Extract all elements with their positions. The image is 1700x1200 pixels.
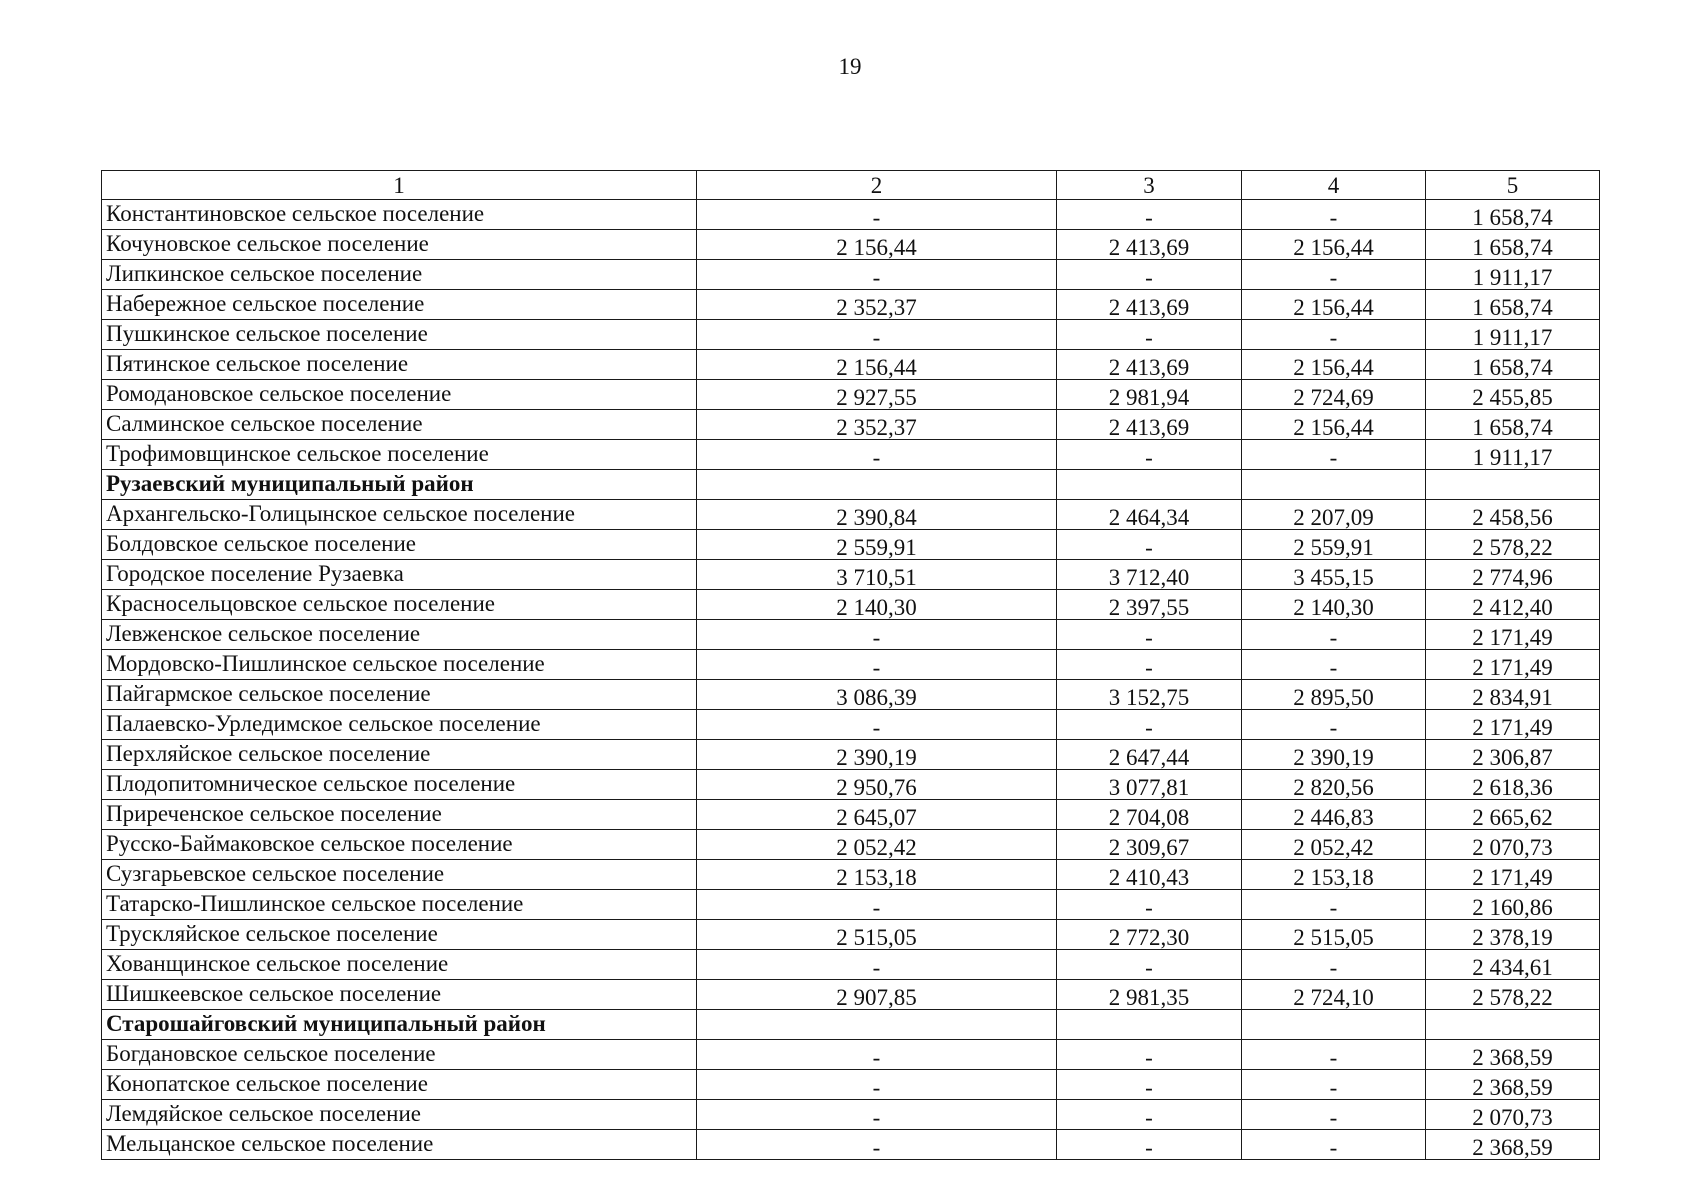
value-cell-col-4: - bbox=[1242, 1040, 1426, 1070]
value-cell-col-2: - bbox=[697, 1130, 1057, 1160]
value-cell-col-5: 2 434,61 bbox=[1426, 950, 1600, 980]
value-cell-col-4: - bbox=[1242, 440, 1426, 470]
table-row bbox=[102, 830, 1600, 860]
value-cell-col-3: 3 152,75 bbox=[1057, 680, 1242, 710]
table-row bbox=[102, 770, 1600, 800]
settlement-name-cell: Палаевско-Урледимское сельское поселение bbox=[102, 710, 697, 740]
value-cell-col-4: - bbox=[1242, 320, 1426, 350]
value-cell-col-5 bbox=[1426, 470, 1600, 500]
table-row bbox=[102, 410, 1600, 440]
district-name-cell: Старошайговский муниципальный район bbox=[102, 1010, 697, 1040]
value-cell-col-2: - bbox=[697, 620, 1057, 650]
value-cell-col-3: - bbox=[1057, 1100, 1242, 1130]
value-cell-col-2: 2 140,30 bbox=[697, 590, 1057, 620]
table-row bbox=[102, 680, 1600, 710]
district-heading-row bbox=[102, 1010, 1600, 1040]
value-cell-col-4: - bbox=[1242, 260, 1426, 290]
settlement-name-cell: Константиновское сельское поселение bbox=[102, 200, 697, 230]
value-cell-col-4: 2 724,69 bbox=[1242, 380, 1426, 410]
value-cell-col-3: - bbox=[1057, 200, 1242, 230]
value-cell-col-3: 2 981,35 bbox=[1057, 980, 1242, 1010]
value-cell-col-2: 2 352,37 bbox=[697, 290, 1057, 320]
value-cell-col-5: 2 834,91 bbox=[1426, 680, 1600, 710]
value-cell-col-3: 2 413,69 bbox=[1057, 230, 1242, 260]
value-cell-col-5: 2 774,96 bbox=[1426, 560, 1600, 590]
value-cell-col-5: 1 911,17 bbox=[1426, 440, 1600, 470]
settlement-name-cell: Шишкеевское сельское поселение bbox=[102, 980, 697, 1010]
value-cell-col-3: - bbox=[1057, 950, 1242, 980]
value-cell-col-3: 2 397,55 bbox=[1057, 590, 1242, 620]
value-cell-col-4: - bbox=[1242, 200, 1426, 230]
settlement-name-cell: Липкинское сельское поселение bbox=[102, 260, 697, 290]
settlement-name-cell: Трускляйское сельское поселение bbox=[102, 920, 697, 950]
table-row bbox=[102, 230, 1600, 260]
value-cell-col-5: 2 455,85 bbox=[1426, 380, 1600, 410]
table-row bbox=[102, 320, 1600, 350]
value-cell-col-5: 2 618,36 bbox=[1426, 770, 1600, 800]
table-row bbox=[102, 800, 1600, 830]
value-cell-col-2: - bbox=[697, 260, 1057, 290]
page-number: 19 bbox=[838, 54, 862, 79]
tariff-table bbox=[101, 170, 1600, 1160]
value-cell-col-5: 2 578,22 bbox=[1426, 530, 1600, 560]
value-cell-col-5: 2 368,59 bbox=[1426, 1070, 1600, 1100]
table-row bbox=[102, 560, 1600, 590]
value-cell-col-2 bbox=[697, 1010, 1057, 1040]
value-cell-col-3: - bbox=[1057, 1130, 1242, 1160]
value-cell-col-3: 2 464,34 bbox=[1057, 500, 1242, 530]
value-cell-col-2: 3 086,39 bbox=[697, 680, 1057, 710]
value-cell-col-5: 2 171,49 bbox=[1426, 620, 1600, 650]
value-cell-col-3: 2 413,69 bbox=[1057, 350, 1242, 380]
value-cell-col-2: 2 927,55 bbox=[697, 380, 1057, 410]
value-cell-col-3: 2 704,08 bbox=[1057, 800, 1242, 830]
value-cell-col-4 bbox=[1242, 470, 1426, 500]
value-cell-col-4: 2 390,19 bbox=[1242, 740, 1426, 770]
value-cell-col-2: 2 156,44 bbox=[697, 350, 1057, 380]
settlement-name-cell: Мордовско-Пишлинское сельское поселение bbox=[102, 650, 697, 680]
value-cell-col-2: - bbox=[697, 710, 1057, 740]
settlement-name-cell: Левженское сельское поселение bbox=[102, 620, 697, 650]
value-cell-col-5: 2 412,40 bbox=[1426, 590, 1600, 620]
value-cell-col-5: 2 070,73 bbox=[1426, 1100, 1600, 1130]
table-row bbox=[102, 950, 1600, 980]
value-cell-col-5: 1 658,74 bbox=[1426, 350, 1600, 380]
value-cell-col-3: 2 413,69 bbox=[1057, 410, 1242, 440]
settlement-name-cell: Татарско-Пишлинское сельское поселение bbox=[102, 890, 697, 920]
value-cell-col-4: 2 820,56 bbox=[1242, 770, 1426, 800]
settlement-name-cell: Приреченское сельское поселение bbox=[102, 800, 697, 830]
value-cell-col-2 bbox=[697, 470, 1057, 500]
value-cell-col-3: 2 981,94 bbox=[1057, 380, 1242, 410]
value-cell-col-4: 2 156,44 bbox=[1242, 290, 1426, 320]
district-name-cell: Рузаевский муниципальный район bbox=[102, 470, 697, 500]
value-cell-col-3: 3 077,81 bbox=[1057, 770, 1242, 800]
value-cell-col-5: 2 368,59 bbox=[1426, 1040, 1600, 1070]
table-row bbox=[102, 590, 1600, 620]
value-cell-col-2: - bbox=[697, 1100, 1057, 1130]
value-cell-col-5: 2 665,62 bbox=[1426, 800, 1600, 830]
table-row bbox=[102, 1130, 1600, 1160]
column-header-4: 4 bbox=[1242, 171, 1426, 200]
value-cell-col-4: - bbox=[1242, 1130, 1426, 1160]
value-cell-col-2: 2 645,07 bbox=[697, 800, 1057, 830]
value-cell-col-2: 2 907,85 bbox=[697, 980, 1057, 1010]
settlement-name-cell: Городское поселение Рузаевка bbox=[102, 560, 697, 590]
settlement-name-cell: Набережное сельское поселение bbox=[102, 290, 697, 320]
value-cell-col-3: 2 309,67 bbox=[1057, 830, 1242, 860]
value-cell-col-2: - bbox=[697, 950, 1057, 980]
value-cell-col-2: 2 052,42 bbox=[697, 830, 1057, 860]
value-cell-col-4: 3 455,15 bbox=[1242, 560, 1426, 590]
value-cell-col-3 bbox=[1057, 1010, 1242, 1040]
value-cell-col-5: 2 578,22 bbox=[1426, 980, 1600, 1010]
table-row bbox=[102, 380, 1600, 410]
table-row bbox=[102, 260, 1600, 290]
table-body bbox=[102, 171, 1600, 1160]
value-cell-col-3: - bbox=[1057, 260, 1242, 290]
value-cell-col-4: 2 515,05 bbox=[1242, 920, 1426, 950]
value-cell-col-2: - bbox=[697, 320, 1057, 350]
value-cell-col-4: - bbox=[1242, 890, 1426, 920]
value-cell-col-4: 2 140,30 bbox=[1242, 590, 1426, 620]
table-row bbox=[102, 860, 1600, 890]
column-header-2: 2 bbox=[697, 171, 1057, 200]
table-row bbox=[102, 920, 1600, 950]
value-cell-col-2: - bbox=[697, 440, 1057, 470]
value-cell-col-2: - bbox=[697, 1040, 1057, 1070]
column-header-5: 5 bbox=[1426, 171, 1600, 200]
table-row bbox=[102, 1070, 1600, 1100]
settlement-name-cell: Перхляйское сельское поселение bbox=[102, 740, 697, 770]
value-cell-col-4: 2 153,18 bbox=[1242, 860, 1426, 890]
settlement-name-cell: Салминское сельское поселение bbox=[102, 410, 697, 440]
value-cell-col-4: - bbox=[1242, 950, 1426, 980]
settlement-name-cell: Пушкинское сельское поселение bbox=[102, 320, 697, 350]
value-cell-col-2: 3 710,51 bbox=[697, 560, 1057, 590]
value-cell-col-2: - bbox=[697, 200, 1057, 230]
value-cell-col-3: 2 410,43 bbox=[1057, 860, 1242, 890]
value-cell-col-5: 1 658,74 bbox=[1426, 290, 1600, 320]
settlement-name-cell: Русско-Баймаковское сельское поселение bbox=[102, 830, 697, 860]
settlement-name-cell: Архангельско-Голицынское сельское поселение bbox=[102, 500, 697, 530]
value-cell-col-5: 2 160,86 bbox=[1426, 890, 1600, 920]
value-cell-col-5: 1 658,74 bbox=[1426, 230, 1600, 260]
value-cell-col-4: - bbox=[1242, 710, 1426, 740]
settlement-name-cell: Болдовское сельское поселение bbox=[102, 530, 697, 560]
table-row bbox=[102, 440, 1600, 470]
value-cell-col-2: 2 390,19 bbox=[697, 740, 1057, 770]
value-cell-col-4: - bbox=[1242, 1070, 1426, 1100]
value-cell-col-5 bbox=[1426, 1010, 1600, 1040]
value-cell-col-4: 2 207,09 bbox=[1242, 500, 1426, 530]
value-cell-col-4: 2 156,44 bbox=[1242, 350, 1426, 380]
value-cell-col-3 bbox=[1057, 470, 1242, 500]
value-cell-col-5: 2 368,59 bbox=[1426, 1130, 1600, 1160]
settlement-name-cell: Конопатское сельское поселение bbox=[102, 1070, 697, 1100]
settlement-name-cell: Сузгарьевское сельское поселение bbox=[102, 860, 697, 890]
table-row bbox=[102, 290, 1600, 320]
value-cell-col-3: 2 413,69 bbox=[1057, 290, 1242, 320]
value-cell-col-5: 2 171,49 bbox=[1426, 860, 1600, 890]
value-cell-col-4: - bbox=[1242, 1100, 1426, 1130]
value-cell-col-4: - bbox=[1242, 620, 1426, 650]
value-cell-col-4: - bbox=[1242, 650, 1426, 680]
value-cell-col-3: - bbox=[1057, 620, 1242, 650]
value-cell-col-5: 2 378,19 bbox=[1426, 920, 1600, 950]
value-cell-col-4: 2 559,91 bbox=[1242, 530, 1426, 560]
value-cell-col-2: 2 352,37 bbox=[697, 410, 1057, 440]
value-cell-col-4: 2 724,10 bbox=[1242, 980, 1426, 1010]
settlement-name-cell: Пайгармское сельское поселение bbox=[102, 680, 697, 710]
settlement-name-cell: Хованщинское сельское поселение bbox=[102, 950, 697, 980]
settlement-name-cell: Кочуновское сельское поселение bbox=[102, 230, 697, 260]
value-cell-col-3: - bbox=[1057, 530, 1242, 560]
table-row bbox=[102, 710, 1600, 740]
value-cell-col-4: 2 156,44 bbox=[1242, 410, 1426, 440]
column-header-3: 3 bbox=[1057, 171, 1242, 200]
table-row bbox=[102, 350, 1600, 380]
value-cell-col-2: 2 559,91 bbox=[697, 530, 1057, 560]
table-row bbox=[102, 1100, 1600, 1130]
value-cell-col-5: 1 658,74 bbox=[1426, 410, 1600, 440]
value-cell-col-3: - bbox=[1057, 890, 1242, 920]
value-cell-col-3: - bbox=[1057, 710, 1242, 740]
value-cell-col-3: - bbox=[1057, 320, 1242, 350]
value-cell-col-2: 2 390,84 bbox=[697, 500, 1057, 530]
value-cell-col-2: - bbox=[697, 1070, 1057, 1100]
value-cell-col-3: - bbox=[1057, 440, 1242, 470]
value-cell-col-4: 2 156,44 bbox=[1242, 230, 1426, 260]
table-row bbox=[102, 1040, 1600, 1070]
value-cell-col-3: 2 772,30 bbox=[1057, 920, 1242, 950]
settlement-name-cell: Трофимовщинское сельское поселение bbox=[102, 440, 697, 470]
table-row bbox=[102, 200, 1600, 230]
value-cell-col-5: 2 458,56 bbox=[1426, 500, 1600, 530]
value-cell-col-4 bbox=[1242, 1010, 1426, 1040]
value-cell-col-5: 2 070,73 bbox=[1426, 830, 1600, 860]
value-cell-col-5: 1 911,17 bbox=[1426, 260, 1600, 290]
table-row bbox=[102, 500, 1600, 530]
value-cell-col-2: 2 950,76 bbox=[697, 770, 1057, 800]
value-cell-col-5: 2 306,87 bbox=[1426, 740, 1600, 770]
column-header-1: 1 bbox=[102, 171, 697, 200]
settlement-name-cell: Пятинское сельское поселение bbox=[102, 350, 697, 380]
value-cell-col-3: 3 712,40 bbox=[1057, 560, 1242, 590]
value-cell-col-5: 2 171,49 bbox=[1426, 710, 1600, 740]
value-cell-col-3: - bbox=[1057, 650, 1242, 680]
settlement-name-cell: Ромодановское сельское поселение bbox=[102, 380, 697, 410]
value-cell-col-5: 1 658,74 bbox=[1426, 200, 1600, 230]
value-cell-col-3: 2 647,44 bbox=[1057, 740, 1242, 770]
settlement-name-cell: Богдановское сельское поселение bbox=[102, 1040, 697, 1070]
table-row bbox=[102, 650, 1600, 680]
value-cell-col-4: 2 895,50 bbox=[1242, 680, 1426, 710]
settlement-name-cell: Лемдяйское сельское поселение bbox=[102, 1100, 697, 1130]
value-cell-col-5: 2 171,49 bbox=[1426, 650, 1600, 680]
value-cell-col-4: 2 052,42 bbox=[1242, 830, 1426, 860]
table-row bbox=[102, 620, 1600, 650]
value-cell-col-3: - bbox=[1057, 1070, 1242, 1100]
table-row bbox=[102, 740, 1600, 770]
value-cell-col-5: 1 911,17 bbox=[1426, 320, 1600, 350]
value-cell-col-2: 2 153,18 bbox=[697, 860, 1057, 890]
table-header-row bbox=[102, 171, 1600, 200]
settlement-name-cell: Красносельцовское сельское поселение bbox=[102, 590, 697, 620]
table-row bbox=[102, 980, 1600, 1010]
value-cell-col-2: - bbox=[697, 890, 1057, 920]
value-cell-col-2: 2 515,05 bbox=[697, 920, 1057, 950]
value-cell-col-3: - bbox=[1057, 1040, 1242, 1070]
settlement-name-cell: Плодопитомническое сельское поселение bbox=[102, 770, 697, 800]
value-cell-col-2: - bbox=[697, 650, 1057, 680]
settlement-name-cell: Мельцанское сельское поселение bbox=[102, 1130, 697, 1160]
district-heading-row bbox=[102, 470, 1600, 500]
value-cell-col-2: 2 156,44 bbox=[697, 230, 1057, 260]
table-row bbox=[102, 530, 1600, 560]
value-cell-col-4: 2 446,83 bbox=[1242, 800, 1426, 830]
table-row bbox=[102, 890, 1600, 920]
